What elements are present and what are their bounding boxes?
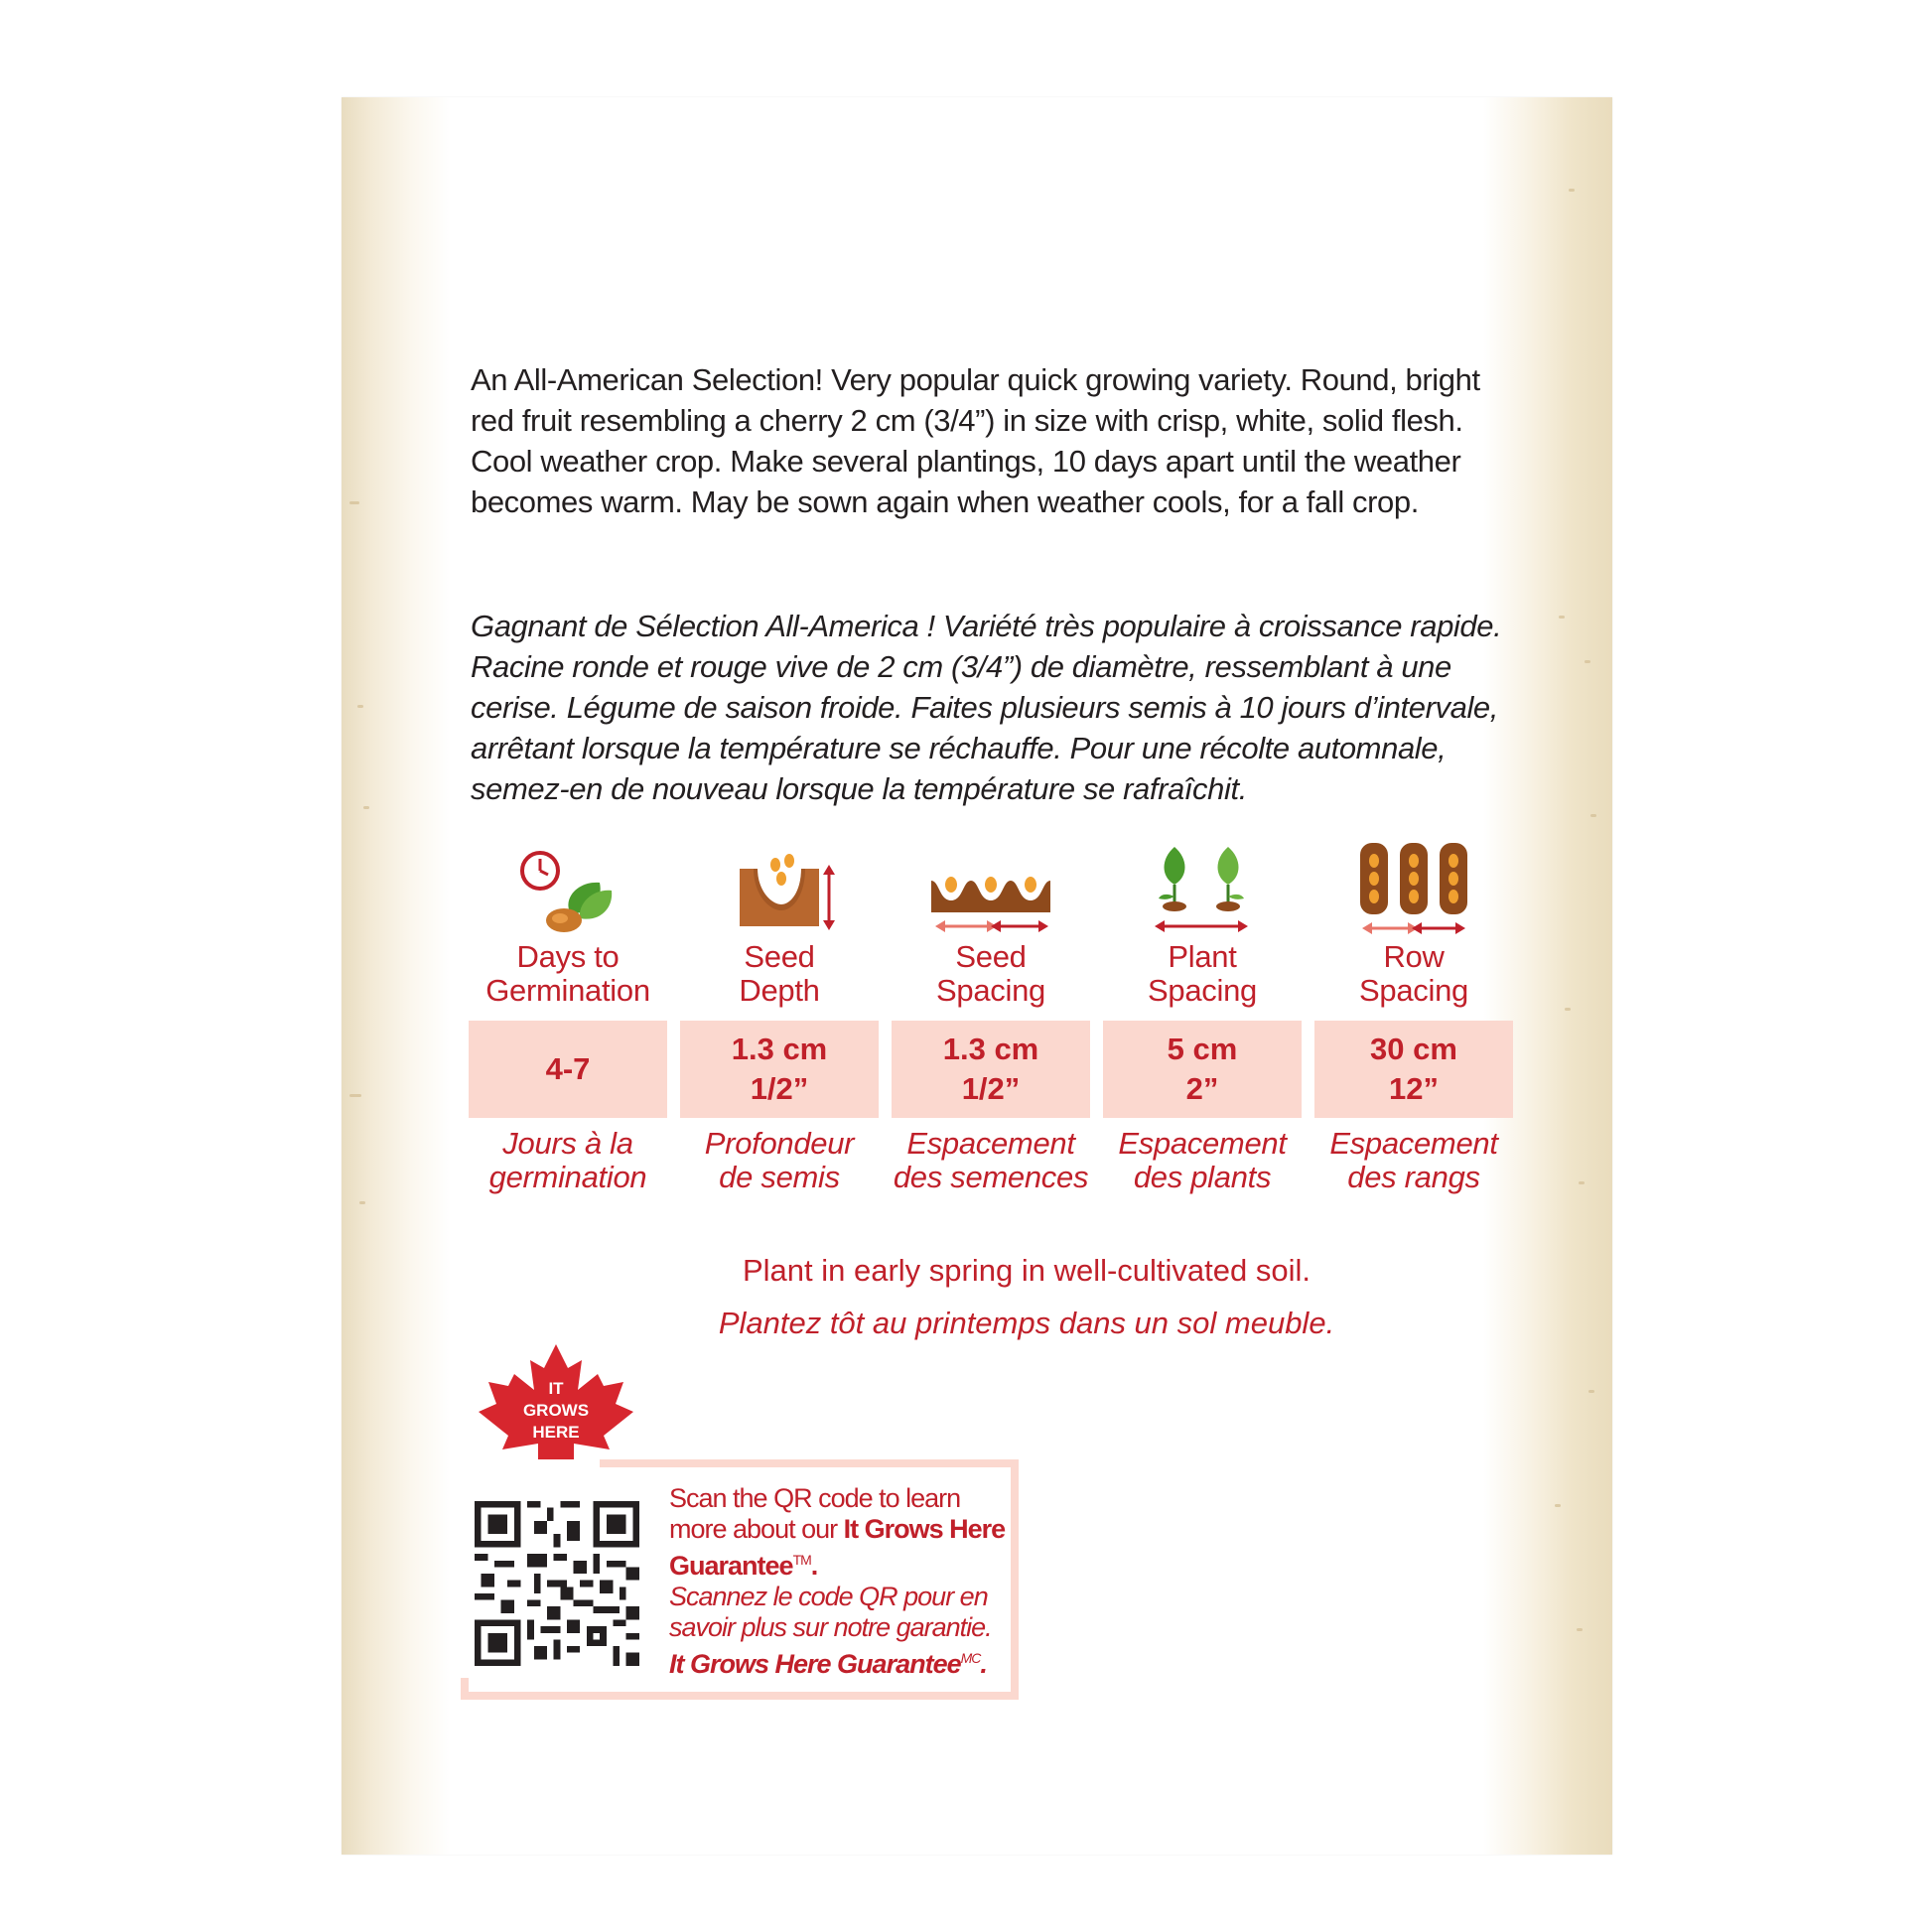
description-french: Gagnant de Sélection All-America ! Variété très populaire à croissance rapide. Racine ronde et rouge vive de 2 cm (3/4”) de diamètre, ressemblant à une cerise. Légume de saison froide. Faites plusieurs semis à 10 jours d’intervale, arrêtant lorsque la température se réchauffe. Pour une récolte automnale, semez-en de nouveau lorsque la température se rafraîchit. (471, 609, 1502, 806)
qr-code-icon[interactable] (475, 1501, 639, 1666)
value-line: 30 cm (1370, 1032, 1457, 1066)
value-row-spacing (1314, 1021, 1513, 1118)
logo-line-1: IT (548, 1379, 564, 1398)
value-seed-spacing (892, 1021, 1090, 1118)
value-line: 1.3 cm (731, 1032, 828, 1066)
label-fr-row-spacing (1314, 1127, 1513, 1194)
qr-text-fr (669, 1582, 1007, 1680)
seed-spacing-icon (931, 839, 1050, 938)
clock-seed-sprout-icon (508, 839, 627, 938)
qr-text-fr-line: Scannez le code QR pour en savoir plus sur notre garantie. (669, 1582, 992, 1642)
planting-note-french: Plantez tôt au printemps dans un sol meuble. (718, 1306, 1335, 1340)
label-line: des rangs (1347, 1160, 1480, 1194)
value-line: 2” (1185, 1071, 1219, 1106)
label-line: des plants (1133, 1160, 1272, 1194)
guarantee-link[interactable]: It Grows Here Guarantee (669, 1514, 1006, 1581)
label-fr-plant-spacing (1103, 1127, 1302, 1194)
label-line: Spacing (936, 973, 1045, 1008)
value-seed-depth (680, 1021, 879, 1118)
growing-info-grid (469, 839, 1513, 1216)
label-fr-seed-spacing (892, 1127, 1090, 1194)
punct: . (980, 1649, 987, 1679)
label-en-seed-spacing (892, 940, 1090, 1008)
value-line: 5 cm (1167, 1032, 1238, 1066)
description-english: An All-American Selection! Very popular quick growing variety. Round, bright red fruit resembling a cherry 2 cm (3/4”) in size with crisp, white, solid flesh. Cool weather crop. Make several plantings, 10 days apart until the weather becomes warm. May be sown again when weather cools, for a fall crop. (471, 362, 1480, 519)
guarantee-link-fr[interactable]: It Grows Here Guarantee (669, 1649, 961, 1679)
logo-line-3: HERE (532, 1423, 580, 1442)
label-line: Profondeur (704, 1126, 855, 1161)
plant-spacing-icon (1143, 839, 1262, 938)
label-en-germination (469, 940, 667, 1008)
value-line: 1/2” (961, 1071, 1021, 1106)
label-line: Jours à la (502, 1126, 633, 1161)
value-plant-spacing (1103, 1021, 1302, 1118)
label-line: Spacing (1148, 973, 1257, 1008)
value-line: 4-7 (545, 1051, 591, 1086)
qr-box-corner (461, 1678, 469, 1700)
label-line: de semis (719, 1160, 840, 1194)
trademark: TM (792, 1552, 811, 1568)
label-line: Seed (955, 939, 1027, 974)
label-en-row-spacing (1314, 940, 1513, 1008)
label-line: Row (1383, 939, 1445, 974)
value-line: 1.3 cm (942, 1032, 1039, 1066)
punct: . (810, 1551, 818, 1581)
planting-note-english: Plant in early spring in well-cultivated soil. (742, 1253, 1311, 1288)
label-line: Espacement (1118, 1126, 1287, 1161)
label-line: Espacement (1329, 1126, 1498, 1161)
qr-text-en-line: Scan the QR code to learn more about our (669, 1483, 961, 1544)
value-line: 1/2” (750, 1071, 809, 1106)
label-line: Plant (1168, 939, 1237, 974)
logo-line-2: GROWS (522, 1401, 590, 1420)
label-en-plant-spacing (1103, 940, 1302, 1008)
qr-box-top-gap (461, 1459, 600, 1467)
qr-text-en (669, 1483, 1005, 1581)
label-line: Days to (516, 939, 620, 974)
label-en-seed-depth (680, 940, 879, 1008)
label-line: Spacing (1359, 973, 1468, 1008)
label-line: germination (488, 1160, 647, 1194)
label-line: Seed (744, 939, 815, 974)
label-fr-germination (469, 1127, 667, 1194)
label-fr-seed-depth (680, 1127, 879, 1194)
trademark-fr: MC (960, 1650, 981, 1666)
seed-depth-icon (720, 839, 839, 938)
row-spacing-icon (1354, 839, 1473, 938)
label-line: des semences (893, 1160, 1089, 1194)
value-germination (469, 1021, 667, 1118)
label-line: Espacement (906, 1126, 1075, 1161)
label-line: Germination (485, 973, 650, 1008)
qr-description (669, 1483, 1007, 1680)
value-line: 12” (1389, 1071, 1439, 1106)
label-line: Depth (739, 973, 820, 1008)
